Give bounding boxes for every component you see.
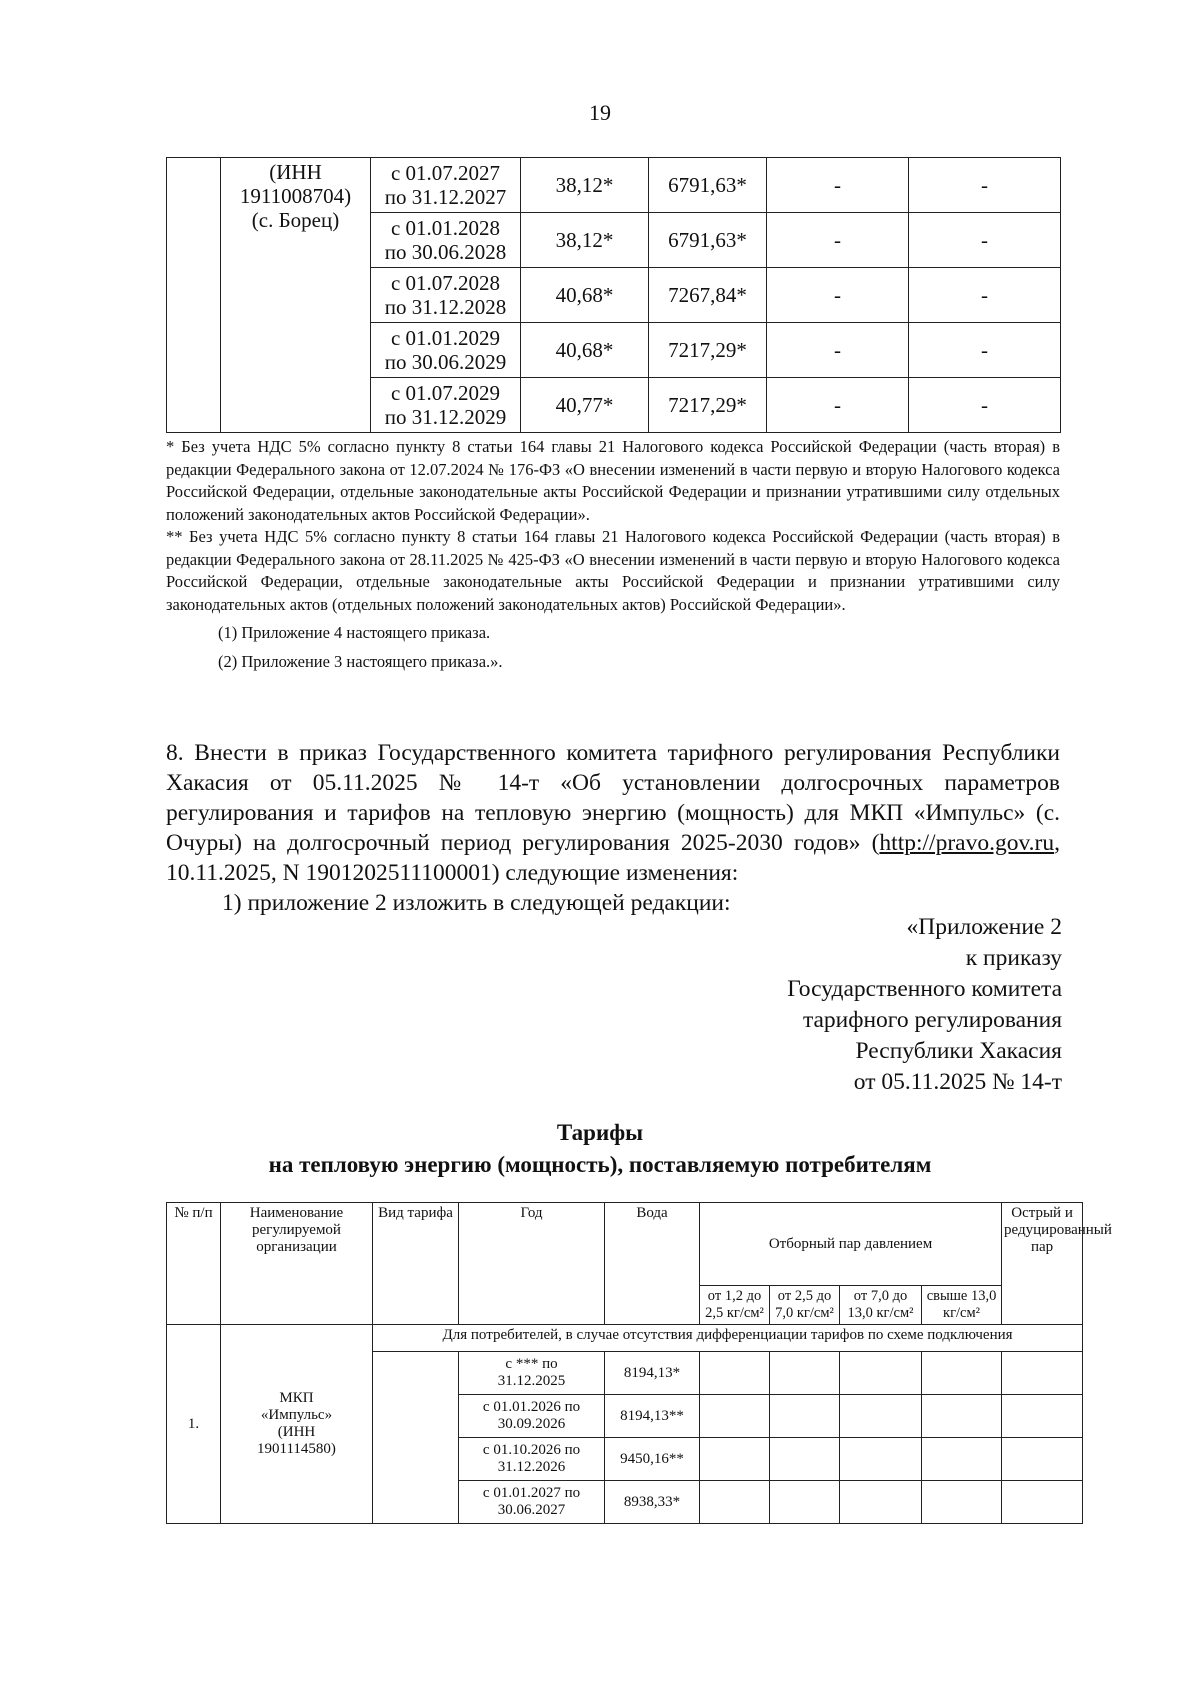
header-num: № п/п xyxy=(167,1203,221,1325)
period-cell: с 01.10.2026 по 31.12.2026 xyxy=(459,1438,605,1481)
value-cell: - xyxy=(909,268,1061,323)
row-number: 1. xyxy=(167,1325,221,1524)
header-pressure-4: свыше 13,0 кг/см² xyxy=(922,1286,1002,1325)
footnote-vat-425fz: ** Без учета НДС 5% согласно пункту 8 статьи 164 главы 21 Налогового кодекса Российской Федерации (часть вторая) в редакции Федерального закона от 28.11.2025 № 425-ФЗ «О внесении изменений в части первую и вторую Налогового кодекса Российской Федерации, отдельные законодательные акты Российской Федерации и признании утратившими силу законодательных актов (отдельных положений законодательных актов) Российской Федерации». xyxy=(166,527,1060,614)
value-cell: 40,68* xyxy=(521,323,649,378)
appendix-header xyxy=(787,912,1062,1098)
tariff-type-cell xyxy=(373,1352,459,1524)
value-cell: - xyxy=(909,378,1061,433)
water-value: 8194,13* xyxy=(605,1352,700,1395)
header-row xyxy=(167,1203,1083,1286)
header-steam: Отборный пар давлением xyxy=(700,1203,1002,1286)
footnote-appendix-4: (1) Приложение 4 настоящего приказа. xyxy=(218,623,491,642)
section-note: Для потребителей, в случае отсутствия дифференциации тарифов по схеме подключения xyxy=(373,1325,1083,1352)
header-pressure-3: от 7,0 до 13,0 кг/см² xyxy=(840,1286,922,1325)
document-title xyxy=(0,1117,1200,1181)
value-cell: - xyxy=(909,323,1061,378)
value-cell: - xyxy=(767,378,909,433)
organization-cell xyxy=(221,1325,373,1524)
pravo-link[interactable]: http://pravo.gov.ru xyxy=(879,830,1055,856)
appendix-line: «Приложение 2 xyxy=(906,914,1062,940)
org-line: МКП xyxy=(279,1390,314,1406)
value-cell: 7267,84* xyxy=(649,268,767,323)
header-pressure-1: от 1,2 до 2,5 кг/см² xyxy=(700,1286,770,1325)
period-cell: с 01.07.2028 по 31.12.2028 xyxy=(371,268,521,323)
period-cell: с 01.01.2028 по 30.06.2028 xyxy=(371,213,521,268)
org-line: (ИНН xyxy=(269,160,322,184)
value-cell: - xyxy=(909,158,1061,213)
water-value: 8938,33* xyxy=(605,1481,700,1524)
org-line: 1901114580) xyxy=(257,1441,336,1457)
footnote-appendix-3: (2) Приложение 3 настоящего приказа.». xyxy=(218,651,503,671)
value-cell: 7217,29* xyxy=(649,378,767,433)
value-cell: 40,68* xyxy=(521,268,649,323)
appendix-line: Государственного комитета xyxy=(787,976,1062,1002)
header-sharp-steam: Острый и редуцированный пар xyxy=(1002,1203,1083,1325)
value-cell: - xyxy=(767,213,909,268)
appendix-line: тарифного регулирования xyxy=(802,1007,1062,1033)
paragraph-8-text: 8. Внести в приказ Государственного комитета тарифного регулирования Республики Хакасия от 05.11.2025 № 14-т «Об установлении долгосрочных параметров регулирования и тарифов на тепловую энергию (мощность) для МКП «Импульс» (с. Очуры) на долгосрочный период регулирования 2025-2030 годов» (http://pravo.gov.ru, 10.11.2025, N 1901202511100001) следующие изменения: xyxy=(166,740,1060,886)
header-year: Год xyxy=(459,1203,605,1325)
table-row xyxy=(167,158,1061,213)
value-cell: - xyxy=(909,213,1061,268)
appendix-line: к приказу xyxy=(965,945,1062,971)
appendix-line: Республики Хакасия xyxy=(855,1038,1062,1064)
value-cell: - xyxy=(767,323,909,378)
org-line: (с. Борец) xyxy=(251,208,340,232)
period-cell: с 01.07.2027 по 31.12.2027 xyxy=(371,158,521,213)
tariffs-table xyxy=(166,1202,1112,1524)
footnote-vat-176fz: * Без учета НДС 5% согласно пункту 8 статьи 164 главы 21 Налогового кодекса Российской Федерации (часть вторая) в редакции Федерального закона от 12.07.2024 № 176-ФЗ «О внесении изменений в части первую и вторую Налогового кодекса Российской Федерации, отдельные законодательные акты Российской Федерации и признании утратившими силу отдельных положений законодательных актов Российской Федерации». xyxy=(166,437,1060,524)
tariff-continuation-table xyxy=(166,157,1061,433)
value-cell: - xyxy=(767,158,909,213)
header-org: Наименование регулируемой организации xyxy=(221,1203,373,1325)
appendix-line: от 05.11.2025 № 14-т xyxy=(853,1069,1062,1095)
period-cell: с 01.01.2026 по 30.09.2026 xyxy=(459,1395,605,1438)
paragraph-8 xyxy=(166,738,1060,918)
header-water: Вода xyxy=(605,1203,700,1325)
period-cell: с 01.01.2027 по 30.06.2027 xyxy=(459,1481,605,1524)
period-cell: с 01.01.2029 по 30.06.2029 xyxy=(371,323,521,378)
org-line: (ИНН xyxy=(277,1424,316,1440)
title-line-2: на тепловую энергию (мощность), поставляемую потребителям xyxy=(268,1152,932,1177)
water-value: 9450,16** xyxy=(605,1438,700,1481)
footnotes xyxy=(166,436,1060,673)
value-cell: 6791,63* xyxy=(649,158,767,213)
water-value: 8194,13** xyxy=(605,1395,700,1438)
page-number: 19 xyxy=(589,100,611,125)
section-row xyxy=(167,1325,1083,1352)
value-cell: 6791,63* xyxy=(649,213,767,268)
header-pressure-2: от 2,5 до 7,0 кг/см² xyxy=(770,1286,840,1325)
title-line-1: Тарифы xyxy=(556,1120,644,1145)
value-cell: 38,12* xyxy=(521,158,649,213)
organization-cell xyxy=(221,158,371,433)
value-cell: 40,77* xyxy=(521,378,649,433)
paragraph-8-subitem-1: 1) приложение 2 изложить в следующей редакции: xyxy=(222,890,731,916)
row-number-cell xyxy=(167,158,221,433)
period-cell: с *** по 31.12.2025 xyxy=(459,1352,605,1395)
value-cell: - xyxy=(767,268,909,323)
period-cell: с 01.07.2029 по 31.12.2029 xyxy=(371,378,521,433)
value-cell: 7217,29* xyxy=(649,323,767,378)
org-line: «Импульс» xyxy=(260,1407,333,1423)
org-line: 1911008704) xyxy=(239,184,352,208)
header-type: Вид тарифа xyxy=(373,1203,459,1325)
value-cell: 38,12* xyxy=(521,213,649,268)
